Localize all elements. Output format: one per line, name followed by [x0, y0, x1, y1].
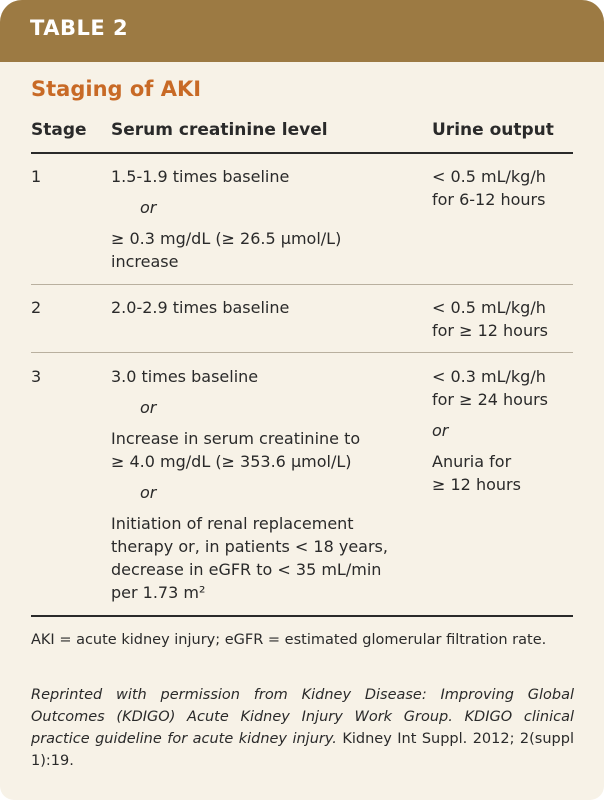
urine-line: for 6-12 hours [432, 190, 546, 209]
column-header-stage: Stage [31, 120, 87, 140]
serum-line: increase [111, 252, 179, 271]
source-citation-plain: Kidney Int Suppl. 2012; 2(suppl 1):19. [31, 731, 574, 769]
header-rule [31, 152, 573, 154]
serum-line: ≥ 4.0 mg/dL (≥ 353.6 μmol/L) [111, 452, 352, 471]
serum-line: ≥ 0.3 mg/dL (≥ 26.5 μmol/L) [111, 229, 342, 248]
serum-line: Increase in serum creatinine to [111, 429, 361, 448]
row-1-urine [432, 165, 546, 211]
urine-line: ≥ 12 hours [432, 475, 521, 494]
row-1-serum [111, 165, 341, 273]
row-1-stage: 1 [31, 167, 42, 186]
serum-line: 3.0 times baseline [111, 367, 259, 386]
abbreviation-footnote: AKI = acute kidney injury; eGFR = estimated glomerular filtration rate. [31, 632, 547, 648]
row-2-serum [111, 296, 289, 319]
table-header-bar [0, 0, 604, 62]
or-text: or [140, 483, 157, 502]
urine-line: < 0.5 mL/kg/h [432, 167, 546, 186]
serum-line: therapy or, in patients < 18 years, [111, 537, 388, 556]
or-text: or [140, 398, 157, 417]
row-3-urine [432, 365, 548, 496]
table-number-label: TABLE 2 [30, 16, 129, 40]
urine-line: for ≥ 12 hours [432, 321, 549, 340]
serum-line: Initiation of renal replacement [111, 514, 354, 533]
table-title: Staging of AKI [31, 77, 202, 101]
source-footnote [31, 684, 574, 772]
column-header-urine: Urine output [432, 120, 554, 140]
urine-line: for ≥ 24 hours [432, 390, 549, 409]
row-2-stage: 2 [31, 298, 42, 317]
serum-line: 2.0-2.9 times baseline [111, 298, 290, 317]
source-citation-italic: Reprinted with permission from Kidney Disease: Improving Global Outcomes (KDIGO) Acute Kidney Injury Work Group. KDIGO clinical practice guideline for acute kidney injury. [31, 687, 574, 747]
or-text: or [140, 198, 157, 217]
column-header-serum: Serum creatinine level [111, 120, 328, 140]
table-bottom-rule [31, 615, 573, 617]
urine-line: < 0.5 mL/kg/h [432, 298, 546, 317]
row-2-urine [432, 296, 548, 342]
serum-line: per 1.73 m² [111, 583, 206, 602]
row-3-stage: 3 [31, 367, 42, 386]
serum-line: 1.5-1.9 times baseline [111, 167, 290, 186]
row-divider [31, 284, 573, 285]
row-divider [31, 352, 573, 353]
or-text: or [432, 421, 449, 440]
urine-line: Anuria for [432, 452, 512, 471]
serum-line: decrease in eGFR to < 35 mL/min [111, 560, 382, 579]
row-3-serum [111, 365, 388, 604]
urine-line: < 0.3 mL/kg/h [432, 367, 546, 386]
